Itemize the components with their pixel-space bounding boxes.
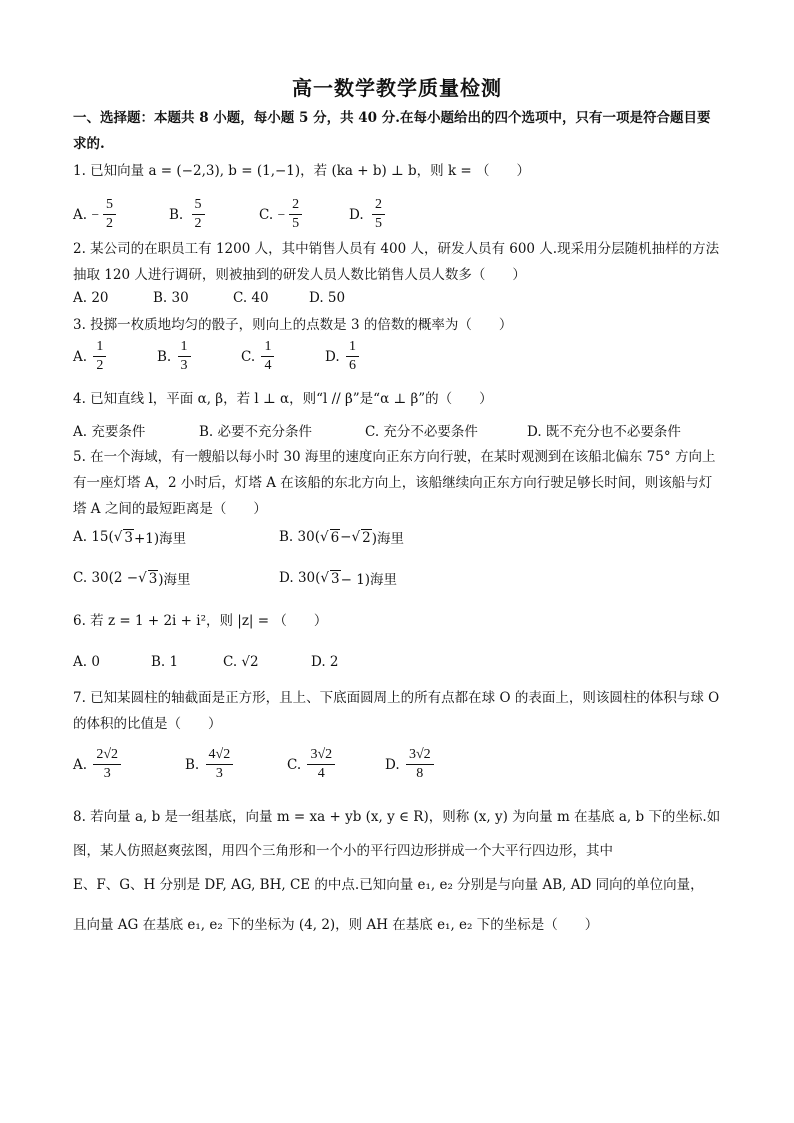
question-1-stem: 1. 已知向量 a = (−2,3), b = (1,−1)，若 (ka + b) ⊥ b，则 k = （ ） (73, 163, 531, 179)
question-5-options-row2 (73, 568, 733, 588)
fraction: $\frac{3√2}{4}$ (307, 746, 335, 783)
section-heading: 一、选择题：本题共 8 小题，每小题 5 分，共 40 分.在每小题给出的四个选项中，只有一项是符合题目要求的. (73, 110, 711, 152)
fraction: $\frac{2}{5}$ (372, 196, 385, 233)
option-b[interactable]: B. 1 (151, 654, 179, 670)
question-1-options (73, 196, 733, 233)
fraction: $\frac{2√2}{3}$ (93, 746, 121, 783)
fraction: $\frac{1}{3}$ (178, 338, 191, 375)
fraction: $\frac{2}{5}$ (289, 196, 302, 233)
fraction: $\frac{5}{2}$ (103, 196, 116, 233)
option-b[interactable]: B. $\frac{1}{3}$ (157, 338, 241, 375)
question-8-line-4: 且向量 AG 在基底 e₁, e₂ 下的坐标为 (4, 2)，则 AH 在基底 e₁, e₂ 下的坐标是（ ） (73, 917, 599, 933)
option-b[interactable]: B. 30( √ 6 − √ 2 )海里 (279, 529, 404, 547)
fraction: $\frac{5}{2}$ (192, 196, 205, 233)
question-5-options-row1 (73, 527, 733, 547)
question-2-stem: 2. 某公司的在职员工有 1200 人，其中销售人员有 400 人，研发人员有 600 人.现采用分层随机抽样的方法抽取 120 人进行调研，则被抽到的研发人员人数比销售人员人数多（ ） (73, 241, 720, 283)
option-a[interactable]: A. $\frac{2√2}{3}$ (73, 746, 185, 783)
option-c[interactable]: C. 40 (233, 290, 269, 306)
option-d[interactable]: D. $\frac{3√2}{8}$ (385, 746, 436, 783)
option-d[interactable]: D. 30( √ 3 − 1)海里 (279, 570, 398, 588)
option-d[interactable]: D. 2 (311, 654, 339, 670)
question-7-stem: 7. 已知某圆柱的轴截面是正方形，且上、下底面圆周上的所有点都在球 O 的表面上，则该圆柱的体积与球 O 的体积的比值是（ ） (73, 690, 720, 732)
option-a[interactable]: A. − $\frac{5}{2}$ (73, 196, 169, 233)
fraction: $\frac{1}{2}$ (93, 338, 106, 375)
question-5-stem: 5. 在一个海域，有一艘船以每小时 30 海里的速度向正东方向行驶，在某时观测到在该船北偏东 75° 方向上有一座灯塔 A，2 小时后，灯塔 A 在该船的东北方向上，该船继续向正东方向行驶足够长时间，则该船与灯塔 A 之间的最短距离是（ ） (73, 449, 716, 517)
option-c[interactable]: C. 30(2 − √ 3 )海里 (73, 570, 191, 588)
question-3-options (73, 338, 733, 375)
fraction: $\frac{4√2}{3}$ (206, 746, 234, 783)
option-b[interactable]: B. $\frac{5}{2}$ (169, 196, 259, 233)
question-3-stem: 3. 投掷一枚质地均匀的骰子，则向上的点数是 3 的倍数的概率为（ ） (73, 317, 513, 333)
option-b[interactable]: B. 30 (153, 290, 189, 306)
question-6-options (73, 654, 733, 670)
option-c[interactable]: C. $\frac{1}{4}$ (241, 338, 325, 375)
option-b[interactable]: B. 必要不充分条件 (199, 424, 313, 440)
option-d[interactable]: D. $\frac{2}{5}$ (349, 196, 387, 233)
question-7-options (73, 746, 733, 783)
question-4-options (73, 420, 733, 440)
fraction: $\frac{1}{4}$ (261, 338, 274, 375)
question-8-line-3: E、F、G、H 分别是 DF, AG, BH, CE 的中点.已知向量 e₁, e₂ 分别是与向量 AB, AD 同向的单位向量， (73, 877, 704, 893)
option-d[interactable]: D. $\frac{1}{6}$ (325, 338, 361, 375)
option-a[interactable]: A. 15( √ 3 +1)海里 (73, 529, 187, 547)
exam-title: 高一数学教学质量检测 (292, 76, 502, 100)
option-a[interactable]: A. 20 (73, 290, 109, 306)
option-d[interactable]: D. 50 (309, 290, 346, 306)
option-b[interactable]: B. $\frac{4√2}{3}$ (185, 746, 287, 783)
question-4-stem: 4. 已知直线 l，平面 α, β，若 l ⊥ α，则“l // β”是“α ⊥ β”的（ ） (73, 391, 493, 407)
option-c[interactable]: C. − $\frac{2}{5}$ (259, 196, 349, 233)
option-a[interactable]: A. 0 (73, 654, 100, 670)
option-d[interactable]: D. 既不充分也不必要条件 (527, 424, 681, 440)
question-2-options (73, 290, 733, 306)
option-a[interactable]: A. 充要条件 (73, 424, 146, 440)
fraction: $\frac{3√2}{8}$ (406, 746, 434, 783)
question-6-stem: 6. 若 z = 1 + 2i + i²，则 |z| = （ ） (73, 613, 328, 629)
question-8-line-1: 8. 若向量 a, b 是一组基底，向量 m = xa + yb (x, y ∈ R)，则称 (x, y) 为向量 m 在基底 a, b 下的坐标.如 (73, 809, 721, 825)
fraction: $\frac{1}{6}$ (346, 338, 359, 375)
option-c[interactable]: C. 充分不必要条件 (365, 424, 478, 440)
option-c[interactable]: C. $\frac{3√2}{4}$ (287, 746, 385, 783)
option-a[interactable]: A. $\frac{1}{2}$ (73, 338, 157, 375)
question-8-line-2: 图，某人仿照赵爽弦图，用四个三角形和一个小的平行四边形拼成一个大平行四边形，其中 (73, 843, 613, 859)
option-c[interactable]: C. √2 (223, 654, 259, 670)
